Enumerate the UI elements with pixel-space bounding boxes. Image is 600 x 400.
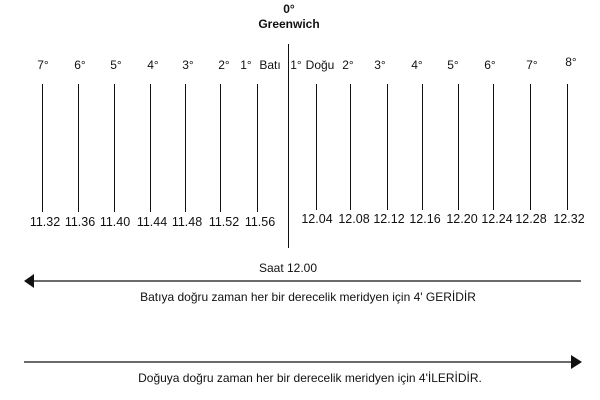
west-degree-1: 1°	[240, 58, 252, 72]
west-arrow	[24, 274, 581, 288]
west-degree-3: 3°	[182, 58, 194, 72]
east-time-6: 12.24	[481, 212, 513, 226]
east-time-7: 12.28	[515, 212, 547, 226]
west-arrow-caption: Batıya doğru zaman her bir derecelik meridyen için 4' GERİDİR	[140, 290, 476, 304]
greenwich-degree-label: 0°	[283, 2, 295, 16]
east-degree-5: 5°	[447, 58, 459, 72]
noon-time-label: Saat 12.00	[258, 261, 318, 275]
west-time-1: 11.56	[244, 215, 276, 229]
east-arrow-caption: Doğuya doğru zaman her bir derecelik meridyen için 4'İLERİDİR.	[138, 371, 482, 385]
east-direction-label: Doğu	[305, 58, 335, 72]
west-time-7: 11.32	[29, 215, 61, 229]
east-time-1: 12.04	[301, 212, 333, 226]
east-time-3: 12.12	[373, 212, 405, 226]
east-degree-3: 3°	[374, 58, 386, 72]
east-time-4: 12.16	[409, 212, 441, 226]
west-time-5: 11.40	[99, 215, 131, 229]
east-time-8: 12.32	[553, 212, 585, 226]
east-degree-8: 8°	[565, 55, 577, 69]
west-time-6: 11.36	[64, 215, 96, 229]
east-degree-6: 6°	[484, 58, 496, 72]
west-degree-2: 2°	[218, 58, 230, 72]
east-degree-4: 4°	[411, 58, 423, 72]
west-degree-5: 5°	[110, 58, 122, 72]
west-time-2: 11.52	[208, 215, 240, 229]
east-arrow	[24, 355, 582, 369]
east-degree-2: 2°	[342, 58, 354, 72]
west-degree-7: 7°	[37, 58, 49, 72]
east-time-5: 12.20	[446, 212, 478, 226]
east-time-2: 12.08	[338, 212, 370, 226]
west-time-3: 11.48	[171, 215, 203, 229]
west-degree-4: 4°	[147, 58, 159, 72]
west-degree-6: 6°	[74, 58, 86, 72]
east-degree-1: 1°	[290, 58, 302, 72]
east-degree-7: 7°	[526, 58, 538, 72]
west-direction-label: Batı	[259, 58, 281, 72]
west-time-4: 11.44	[136, 215, 168, 229]
greenwich-label: Greenwich	[258, 17, 320, 31]
